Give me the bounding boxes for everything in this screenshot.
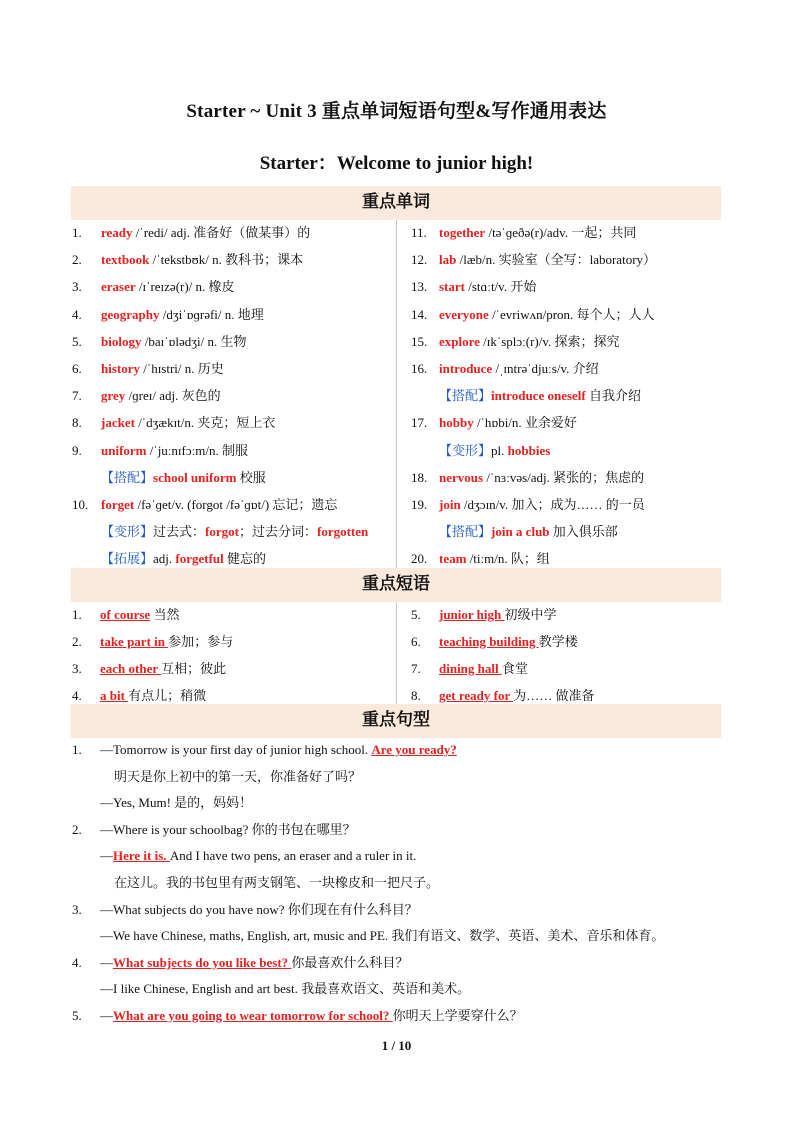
entry-definition: /ˌɪntrəˈdjuːs/v. 介绍 [492, 361, 599, 376]
entry-text [101, 387, 221, 405]
phrase-meaning: 互相；彼此 [161, 661, 227, 676]
vocab-word: ready [101, 225, 133, 240]
sentence-prefix: 在这儿。我的书包里有两支钢笔、一块橡皮和一把尺子。 [114, 875, 440, 890]
sentence-prefix: — [100, 1008, 113, 1023]
sentence-text [114, 874, 439, 892]
phrase-meaning: 有点儿；稍微 [128, 688, 207, 703]
vocab-word: hobbies [507, 442, 551, 458]
sentence-text [100, 741, 457, 759]
entry-definition: /ˈtekstbʊk/ n. 教科书；课本 [149, 252, 304, 268]
entry-text [439, 687, 595, 705]
vocab-word: join [439, 497, 461, 512]
sentence-suffix: 你明天上学要穿什么？ [392, 1008, 523, 1023]
key-phrase: take part in [100, 634, 169, 649]
vocab-word: team [439, 551, 467, 567]
entry-number: 1. [72, 225, 82, 240]
entry-text [439, 278, 536, 296]
phrase-meaning: 当然 [150, 607, 180, 622]
vocab-word: explore [439, 333, 480, 349]
entry-mid: ；过去分词： [238, 524, 317, 540]
vocab-word: geography [101, 306, 160, 322]
entry-number: 4. [72, 688, 82, 703]
entry-text [439, 306, 655, 324]
entry-definition: 健忘的 [223, 551, 267, 567]
entry-tag: 【变形】 [439, 442, 492, 458]
sentence-prefix: —I like Chinese, English and art best. 我最喜欢语文、英语和美术。 [100, 981, 471, 997]
sentence-text [100, 980, 470, 998]
phrase-meaning: 初级中学 [504, 607, 557, 622]
entry-text [101, 251, 303, 269]
entry-definition: /fəˈɡet/v. (forgot /fəˈɡɒt/) 忘记；遗忘 [134, 497, 338, 512]
key-sentence: What are you going to wear tomorrow for school? [113, 1008, 393, 1023]
entry-text [101, 496, 337, 514]
entry-definition: /ˈhɪstri/ n. 历史 [140, 361, 224, 376]
entry-definition: /ˈredi/ adj. 准备好（做某事）的 [132, 225, 311, 240]
entry-definition: /dʒɔɪn/v. 加入；成为…… 的一员 [460, 497, 645, 512]
key-phrase: each other [100, 661, 162, 676]
entry-definition: /ˈdʒækɪt/n. 夹克；短上衣 [134, 415, 276, 431]
entry-number: 17. [411, 415, 428, 431]
entry-text [439, 251, 656, 269]
entry-text [100, 606, 179, 624]
entry-text [101, 523, 368, 541]
entry-tag: 【搭配】 [439, 524, 492, 540]
key-phrase: get ready for [439, 688, 514, 703]
entry-text [439, 523, 618, 541]
entry-definition: /tiːm/n. 队；组 [466, 551, 550, 567]
vocab-word: history [101, 361, 140, 376]
entry-text [439, 633, 578, 651]
entry-text [439, 224, 636, 242]
sentence-text [100, 927, 664, 945]
sentence-suffix: 你最喜欢什么科目？ [291, 954, 409, 970]
entry-text [439, 333, 620, 351]
entry-definition: /ɡreɪ/ adj. 灰色的 [125, 388, 221, 404]
sentence-text [114, 768, 361, 786]
phrase-meaning: 参加；参与 [168, 634, 234, 649]
entry-prefix: adj. [153, 551, 176, 567]
entry-definition: 加入俱乐部 [549, 524, 618, 540]
entry-number: 8. [72, 415, 82, 431]
entry-number: 2. [72, 634, 82, 649]
vocab-word: eraser [101, 279, 136, 295]
sentence-prefix: —Yes, Mum! 是的，妈妈！ [100, 795, 253, 811]
entry-number: 5. [72, 1008, 82, 1023]
section-header-sentences: 重点句型 [71, 704, 721, 738]
vocab-word: forgot [205, 524, 239, 540]
entry-text [100, 687, 206, 705]
entry-number: 3. [72, 279, 82, 295]
entry-text [101, 414, 275, 432]
vocab-word: textbook [101, 252, 150, 268]
key-phrase: a bit [100, 688, 129, 703]
vocab-word: hobby [439, 415, 474, 431]
entry-definition: /stɑːt/v. 开始 [465, 279, 537, 295]
entry-number: 8. [411, 688, 421, 703]
sentence-text [100, 821, 356, 839]
entry-number: 13. [411, 279, 428, 295]
entry-number: 11. [411, 225, 427, 240]
section-header-words: 重点单词 [71, 186, 721, 220]
sentence-text [100, 901, 418, 919]
entry-number: 2. [72, 821, 82, 837]
entry-definition: /təˈɡeðə(r)/adv. 一起；共同 [485, 225, 637, 240]
entry-text [439, 414, 577, 432]
entry-prefix: 过去式： [153, 524, 206, 540]
entry-text [439, 387, 641, 405]
entry-number: 15. [411, 333, 428, 349]
entry-text [100, 633, 233, 651]
sentence-prefix: —We have Chinese, maths, English, art, music and PE. 我们有语文、数学、英语、美术、音乐和体育。 [100, 928, 665, 944]
entry-number: 4. [72, 954, 82, 970]
vocab-word: introduce [439, 361, 493, 376]
entry-number: 9. [72, 442, 82, 458]
entry-definition: /ˈjuːnɪfɔːm/n. 制服 [146, 442, 248, 458]
entry-number: 3. [72, 661, 82, 676]
entry-definition: /ˈnɜːvəs/adj. 紧张的；焦虑的 [483, 469, 645, 485]
phrase-meaning: 食堂 [501, 661, 528, 676]
entry-definition: /læb/n. 实验室（全写：laboratory） [456, 252, 657, 268]
section-header-phrases: 重点短语 [71, 568, 721, 602]
entry-text [439, 660, 528, 678]
entry-text [101, 224, 310, 242]
entry-text [101, 333, 246, 351]
entry-number: 7. [411, 661, 421, 676]
phrase-meaning: 教学楼 [538, 634, 578, 649]
entry-number: 7. [72, 388, 82, 404]
vocab-word: forgetful [175, 551, 224, 567]
entry-text [101, 278, 235, 296]
vocab-word: forgotten [316, 524, 369, 540]
entry-definition: /ˈevriwʌn/pron. 每个人；人人 [488, 306, 655, 322]
entry-text [101, 360, 224, 378]
sentence-text [100, 794, 252, 812]
vocab-word: forget [101, 497, 135, 512]
page-number: 1 / 10 [381, 1038, 412, 1053]
unit-subtitle: Starter：Welcome to junior high! [259, 153, 534, 174]
sentence-prefix: 明天是你上初中的第一天，你准备好了吗？ [114, 768, 362, 784]
entry-number: 12. [411, 252, 428, 268]
entry-definition: 自我介绍 [585, 388, 642, 404]
entry-number: 4. [72, 306, 82, 322]
sentence-suffix: And I have two pens, an eraser and a ruler in it. [169, 848, 417, 864]
entry-number: 20. [411, 551, 428, 567]
entry-definition: /ɪkˈsplɔː(r)/v. 探索；探究 [479, 333, 620, 349]
entry-text [101, 469, 266, 487]
entry-definition: /ɪˈreɪzə(r)/ n. 橡皮 [135, 279, 235, 295]
page-title: Starter ~ Unit 3 重点单词短语句型&写作通用表达 [186, 101, 607, 122]
vocab-word: introduce oneself [491, 388, 586, 404]
key-phrase: junior high [439, 607, 505, 622]
entry-number: 18. [411, 469, 428, 485]
entry-number: 19. [411, 497, 428, 512]
entry-definition: 校服 [236, 469, 266, 485]
vocab-word: nervous [439, 469, 484, 485]
entry-text [439, 496, 645, 514]
vocab-word: together [439, 225, 486, 240]
vocab-word: lab [439, 252, 457, 268]
entry-number: 1. [72, 742, 82, 757]
entry-text [439, 442, 550, 460]
entry-number: 6. [72, 361, 82, 376]
entry-text [101, 306, 264, 324]
entry-number: 6. [411, 634, 421, 649]
key-sentence: What subjects do you like best? [113, 954, 292, 970]
key-phrase: of course [100, 607, 151, 622]
entry-text [100, 660, 226, 678]
entry-number: 16. [411, 361, 428, 376]
entry-text [101, 442, 248, 460]
sentence-text [100, 1007, 523, 1025]
entry-definition: /ˈhɒbi/n. 业余爱好 [473, 415, 577, 431]
vocab-word: biology [101, 333, 142, 349]
entry-number: 10. [72, 497, 89, 512]
column-divider [396, 602, 397, 704]
key-sentence: Are you ready? [371, 742, 457, 757]
sentence-text [100, 954, 408, 972]
entry-tag: 【变形】 [101, 524, 154, 540]
entry-number: 2. [72, 252, 82, 268]
entry-text [439, 606, 557, 624]
sentence-prefix: — [100, 954, 113, 970]
entry-number: 5. [411, 607, 421, 622]
entry-number: 5. [72, 333, 82, 349]
vocab-word: start [439, 279, 465, 295]
entry-definition: /dʒiˈɒɡrəfi/ n. 地理 [159, 306, 264, 322]
entry-prefix: pl. [491, 442, 508, 458]
sentence-prefix: —What subjects do you have now? 你们现在有什么科目？ [100, 901, 418, 917]
entry-text [101, 550, 266, 568]
vocab-word: everyone [439, 306, 489, 322]
vocab-word: grey [101, 388, 126, 404]
entry-tag: 【搭配】 [101, 469, 154, 485]
entry-tag: 【拓展】 [101, 551, 154, 567]
key-phrase: teaching building [439, 634, 539, 649]
vocab-word: join a club [491, 524, 550, 540]
sentence-prefix: —Where is your schoolbag? 你的书包在哪里？ [100, 821, 356, 837]
entry-number: 1. [72, 607, 82, 622]
column-divider [396, 220, 397, 568]
sentence-text [100, 847, 416, 865]
key-sentence: Here it is. [113, 848, 170, 864]
phrase-meaning: 为…… 做准备 [513, 688, 595, 703]
vocab-word: school uniform [153, 469, 237, 485]
entry-definition: /baɪˈɒlədʒi/ n. 生物 [141, 333, 247, 349]
vocab-word: uniform [101, 442, 147, 458]
sentence-prefix: —Tomorrow is your first day of junior high school. [100, 742, 372, 757]
sentence-prefix: — [100, 848, 113, 864]
entry-text [439, 469, 644, 487]
entry-text [439, 360, 599, 378]
key-phrase: dining hall [439, 661, 502, 676]
vocab-word: jacket [101, 415, 135, 431]
entry-text [439, 550, 550, 568]
entry-tag: 【搭配】 [439, 388, 492, 404]
entry-number: 3. [72, 901, 82, 917]
entry-number: 14. [411, 306, 428, 322]
